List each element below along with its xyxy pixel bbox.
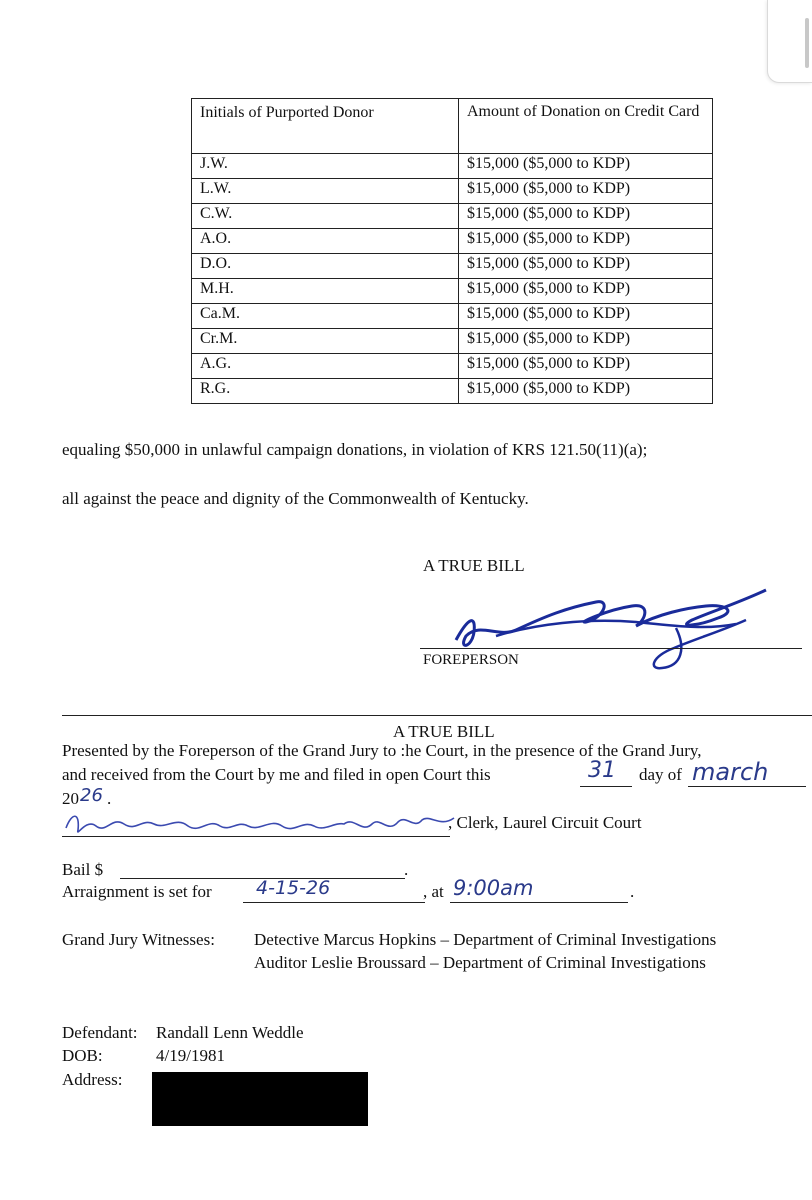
table-header-row (192, 99, 713, 154)
amount-cell: $15,000 ($5,000 to KDP) (459, 379, 713, 404)
amount-cell: $15,000 ($5,000 to KDP) (459, 229, 713, 254)
defendant-name: Randall Lenn Weddle (156, 1023, 304, 1042)
witness-hopkins: Detective Marcus Hopkins – Department of Criminal Investigations (254, 930, 717, 949)
foreperson-signature-line (420, 648, 802, 649)
initials-cell: J.W. (192, 154, 459, 179)
arraignment-date-handwritten: 4-15-26 (256, 877, 331, 899)
donor-table (191, 98, 713, 404)
witnesses-label: Grand Jury Witnesses: (62, 930, 215, 949)
amount-cell: $15,000 ($5,000 to KDP) (459, 204, 713, 229)
day-line (580, 786, 632, 787)
month-line (688, 786, 806, 787)
scrollbar-thumb[interactable] (805, 18, 809, 68)
amount-cell: $15,000 ($5,000 to KDP) (459, 279, 713, 304)
witness-broussard: Auditor Leslie Broussard – Department of Criminal Investigations (254, 953, 706, 972)
amount-cell: $15,000 ($5,000 to KDP) (459, 179, 713, 204)
commonwealth-text: all against the peace and dignity of the Commonwealth of Kentucky. (62, 489, 529, 508)
amount-cell: $15,000 ($5,000 to KDP) (459, 329, 713, 354)
day-of-text: day of (639, 765, 682, 784)
initials-cell: D.O. (192, 254, 459, 279)
filing-heading: A TRUE BILL (393, 722, 495, 741)
table-header-initials: Initials of Purported Donor (192, 99, 459, 154)
table-row (192, 304, 713, 329)
initials-cell: L.W. (192, 179, 459, 204)
table-row (192, 329, 713, 354)
amount-cell: $15,000 ($5,000 to KDP) (459, 254, 713, 279)
table-row (192, 229, 713, 254)
address-label: Address: (62, 1070, 123, 1089)
arraignment-time-line (450, 902, 628, 903)
dob-value: 4/19/1981 (156, 1046, 225, 1065)
section-divider (62, 715, 812, 716)
bail-end: . (404, 860, 409, 879)
violation-text: equaling $50,000 in unlawful campaign donations, in violation of KRS 121.50(11)(a); (62, 440, 648, 459)
amount-cell: $15,000 ($5,000 to KDP) (459, 354, 713, 379)
initials-cell: C.W. (192, 204, 459, 229)
table-row (192, 154, 713, 179)
arraignment-end: . (630, 882, 635, 901)
defendant-label: Defendant: (62, 1023, 138, 1042)
foreperson-label: FOREPERSON (423, 652, 519, 668)
clerk-signature-line (62, 836, 450, 837)
year-handwritten: 26 (80, 785, 103, 806)
initials-cell: M.H. (192, 279, 459, 304)
received-text: and received from the Court by me and filed in open Court this (62, 765, 491, 784)
initials-cell: A.G. (192, 354, 459, 379)
bail-label: Bail $ (62, 860, 104, 879)
month-handwritten: march (692, 758, 769, 786)
initials-cell: Cr.M. (192, 329, 459, 354)
initials-cell: A.O. (192, 229, 459, 254)
initials-cell: R.G. (192, 379, 459, 404)
table-row (192, 254, 713, 279)
amount-cell: $15,000 ($5,000 to KDP) (459, 304, 713, 329)
clerk-label: , Clerk, Laurel Circuit Court (448, 813, 642, 832)
arraignment-label: Arraignment is set for (62, 882, 212, 901)
arraignment-time-handwritten: 9:00am (453, 876, 534, 900)
dob-label: DOB: (62, 1046, 103, 1065)
table-row (192, 179, 713, 204)
arraignment-date-line (243, 902, 425, 903)
amount-cell: $15,000 ($5,000 to KDP) (459, 154, 713, 179)
day-handwritten: 31 (588, 758, 616, 783)
address-redaction (152, 1072, 368, 1126)
table-header-amount: Amount of Donation on Credit Card (459, 99, 713, 154)
year-suffix: . (107, 789, 112, 808)
year-prefix: 20 (62, 789, 79, 808)
presented-text: Presented by the Foreperson of the Grand Jury to :he Court, in the presence of the Grand Jury, (62, 741, 702, 760)
table-row (192, 279, 713, 304)
table-row (192, 354, 713, 379)
initials-cell: Ca.M. (192, 304, 459, 329)
true-bill-heading: A TRUE BILL (423, 556, 525, 575)
corner-scroll-widget (767, 0, 812, 83)
table-row (192, 204, 713, 229)
table-row (192, 379, 713, 404)
arraignment-at-label: , at (423, 882, 444, 901)
